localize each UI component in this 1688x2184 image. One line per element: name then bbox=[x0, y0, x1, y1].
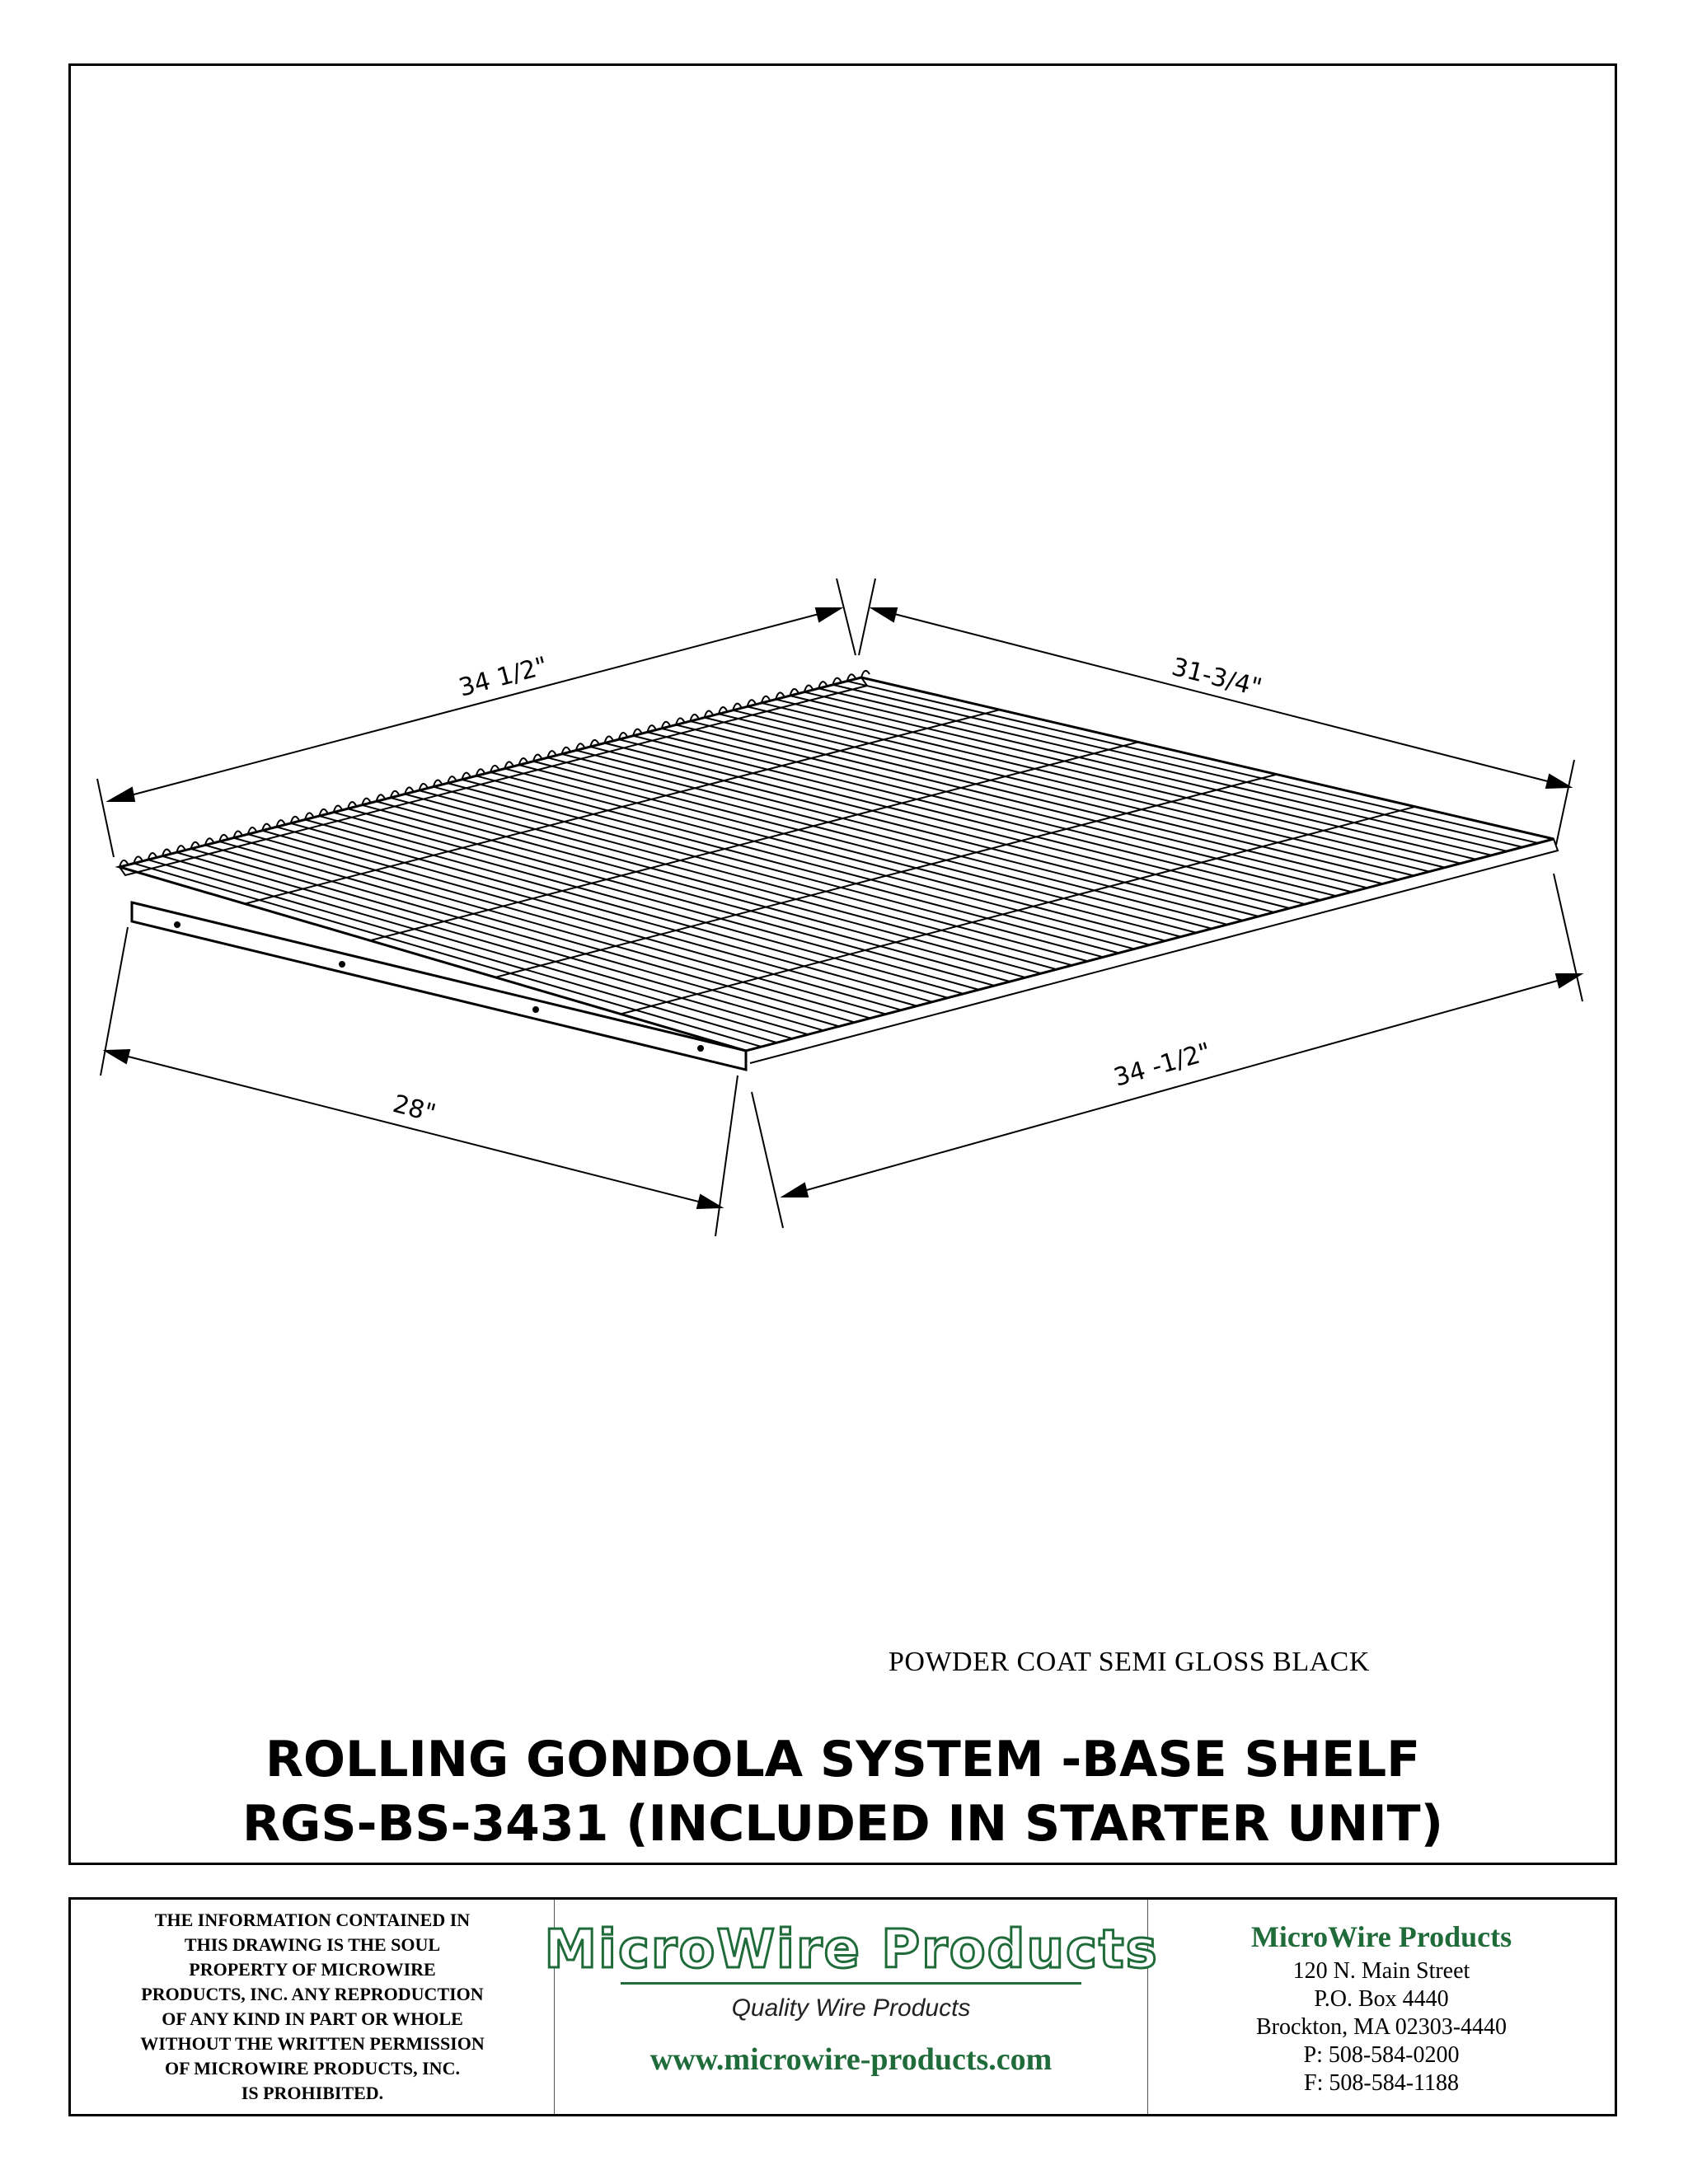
proprietary-notice bbox=[71, 1900, 555, 2114]
finish-note: POWDER COAT SEMI GLOSS BLACK bbox=[889, 1647, 1370, 1677]
shelf-wire bbox=[790, 696, 1475, 860]
extension-line bbox=[859, 579, 875, 655]
notice-line: IS PROHIBITED. bbox=[241, 2083, 384, 2103]
shelf-wire bbox=[804, 692, 1492, 855]
extension-line bbox=[1556, 760, 1574, 845]
shelf-wire bbox=[705, 718, 1383, 884]
company-address bbox=[1148, 1900, 1615, 2114]
extension-line bbox=[715, 1076, 738, 1236]
extension-line bbox=[97, 779, 114, 857]
shelf-wire bbox=[832, 685, 1522, 847]
logo-wordmark-text: MicroWire Products bbox=[543, 1919, 1159, 1980]
notice-line: OF MICROWIRE PRODUCTS, INC. bbox=[165, 2058, 460, 2079]
notice-line: OF ANY KIND IN PART OR WHOLE bbox=[162, 2008, 463, 2029]
shelf-wire bbox=[861, 677, 1554, 839]
wire-hook bbox=[861, 671, 870, 677]
dimension-label-bottom-left: 28" bbox=[389, 1089, 439, 1129]
dimension-label-bottom-right: 34 -1/2" bbox=[1110, 1037, 1215, 1093]
dimension-line bbox=[783, 974, 1581, 1197]
dimension-label-top-right: 31-3/4" bbox=[1169, 652, 1265, 703]
extension-line bbox=[837, 579, 856, 655]
dimension-line bbox=[109, 608, 841, 801]
extension-line bbox=[752, 1092, 783, 1228]
shelf-wire bbox=[719, 714, 1399, 879]
notice-text bbox=[140, 1908, 485, 2106]
notice-line: WITHOUT THE WRITTEN PERMISSION bbox=[140, 2033, 485, 2054]
notice-line: THE INFORMATION CONTAINED IN bbox=[154, 1910, 471, 1930]
logo-underline bbox=[621, 1982, 1081, 1985]
rail-hole bbox=[174, 921, 181, 928]
arrowhead bbox=[816, 608, 841, 621]
po-box: P.O. Box 4440 bbox=[1314, 1986, 1449, 2012]
drawing-title: ROLLING GONDOLA SYSTEM -BASE SHELF bbox=[265, 1731, 1421, 1788]
rail-hole bbox=[532, 1006, 539, 1013]
dimension-bottom-right bbox=[752, 874, 1582, 1228]
rail-hole bbox=[339, 961, 345, 968]
company-name: MicroWire Products bbox=[1250, 1920, 1512, 1953]
shelf-top-outline bbox=[120, 677, 1554, 1051]
dimension-label-top-left: 34 1/2" bbox=[456, 651, 551, 703]
city-state-zip: Brockton, MA 02303-4440 bbox=[1255, 2014, 1507, 2040]
arrowhead bbox=[697, 1195, 721, 1208]
street-address: 120 N. Main Street bbox=[1292, 1958, 1470, 1984]
arrowhead bbox=[106, 1050, 129, 1063]
arrowhead bbox=[109, 788, 134, 801]
shelf-wire bbox=[733, 710, 1414, 876]
arrowhead bbox=[872, 608, 897, 621]
rail-hole bbox=[697, 1045, 704, 1052]
logo-tagline: Quality Wire Products bbox=[731, 1994, 971, 2022]
arrowhead bbox=[1546, 775, 1570, 788]
notice-line: PRODUCTS, INC. ANY REPRODUCTION bbox=[141, 1984, 484, 2004]
arrowhead bbox=[783, 1183, 808, 1197]
notice-line: THIS DRAWING IS THE SOUL bbox=[184, 1934, 441, 1955]
shelf-wire bbox=[762, 703, 1445, 868]
part-number-title: RGS-BS-3431 (INCLUDED IN STARTER UNIT) bbox=[241, 1795, 1444, 1853]
shelf-wire bbox=[818, 688, 1507, 851]
fax-number: F: 508-584-1188 bbox=[1304, 2070, 1459, 2096]
phone-number: P: 508-584-0200 bbox=[1303, 2042, 1460, 2068]
title-block-footer bbox=[68, 1897, 1617, 2116]
logo-wordmark bbox=[543, 1916, 1159, 1982]
website-link[interactable]: www.microwire-products.com bbox=[649, 2042, 1053, 2077]
company-logo-panel bbox=[543, 1900, 1159, 2114]
company-logo bbox=[543, 1916, 1159, 1985]
shelf-wire bbox=[847, 681, 1538, 843]
dimension-line bbox=[106, 1051, 721, 1207]
shelf-wire bbox=[776, 700, 1461, 864]
notice-line: PROPERTY OF MICROWIRE bbox=[189, 1959, 436, 1980]
